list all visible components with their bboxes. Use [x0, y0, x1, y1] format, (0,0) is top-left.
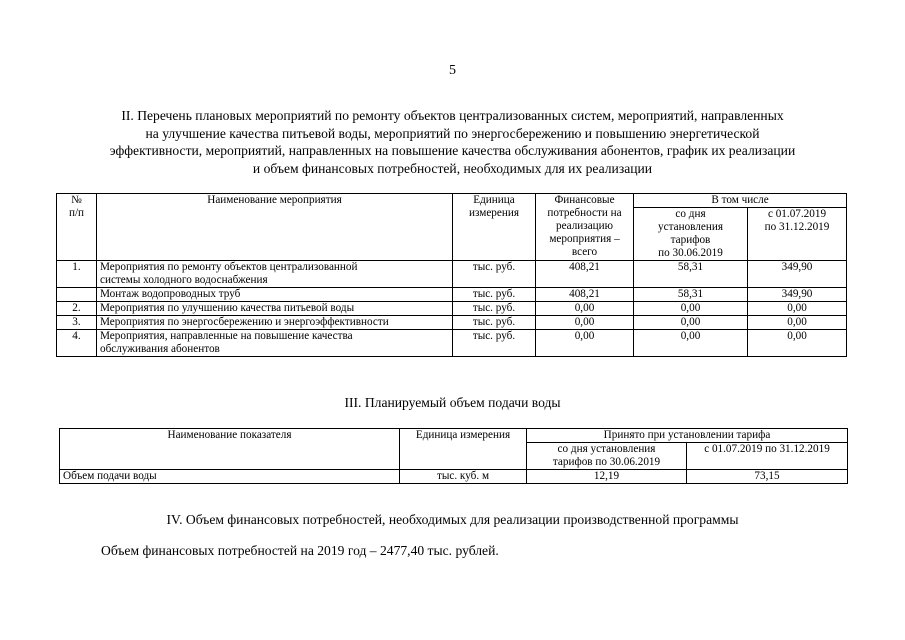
- section-2-title: [40, 107, 865, 177]
- cell-unit: тыс. руб.: [453, 261, 536, 288]
- cell-total: 0,00: [536, 302, 634, 316]
- cell-total: 408,21: [536, 288, 634, 302]
- water-supply-table: [59, 428, 848, 484]
- table-header-row: [60, 429, 848, 443]
- cell-num: 4.: [57, 330, 97, 357]
- page-number: 5: [449, 63, 456, 78]
- cell-num: 1.: [57, 261, 97, 288]
- cell-num: 2.: [57, 302, 97, 316]
- cell-unit: тыс. руб.: [453, 316, 536, 330]
- cell-total: 0,00: [536, 330, 634, 357]
- table-header-row: [57, 194, 847, 208]
- cell-period-2: 0,00: [748, 302, 847, 316]
- header-period-1: со дня установления тарифов по 30.06.2019: [634, 208, 748, 261]
- cell-num: 3.: [57, 316, 97, 330]
- header-period-2: с 01.07.2019 по 31.12.2019: [687, 443, 848, 470]
- cell-period-1: 0,00: [634, 330, 748, 357]
- cell-unit: тыс. руб.: [453, 288, 536, 302]
- header-name: Наименование мероприятия: [97, 194, 453, 261]
- header-num: № п/п: [57, 194, 97, 261]
- cell-period-1: 0,00: [634, 316, 748, 330]
- table-row: [57, 330, 847, 357]
- cell-period-1: 58,31: [634, 288, 748, 302]
- cell-name: Мероприятия по энергосбережению и энергоэффективности: [97, 316, 453, 330]
- header-period-1: со дня установления тарифов по 30.06.2019: [527, 443, 687, 470]
- section-2-title-line: эффективности, мероприятий, направленных на повышение качества обслуживания абонентов, график их реализации: [109, 143, 796, 158]
- cell-period-1: 58,31: [634, 261, 748, 288]
- section-3-title: III. Планируемый объем подачи воды: [344, 395, 561, 410]
- table-row: [57, 316, 847, 330]
- cell-period-2: 349,90: [748, 288, 847, 302]
- header-indicator: Наименование показателя: [60, 429, 400, 470]
- header-period-2: с 01.07.2019 по 31.12.2019: [748, 208, 847, 261]
- cell-period-1: 12,19: [527, 470, 687, 484]
- cell-period-2: 0,00: [748, 330, 847, 357]
- cell-name: Мероприятия по улучшению качества питьевой воды: [97, 302, 453, 316]
- table-row: [60, 470, 848, 484]
- section-2-title-line: на улучшение качества питьевой воды, мероприятий по энергосбережению и повышению энергетической: [145, 125, 760, 141]
- cell-total: 0,00: [536, 316, 634, 330]
- header-unit: Единица измерения: [453, 194, 536, 261]
- cell-period-1: 0,00: [634, 302, 748, 316]
- cell-period-2: 73,15: [687, 470, 848, 484]
- table-row: [57, 288, 847, 302]
- cell-period-2: 349,90: [748, 261, 847, 288]
- measures-table: [56, 193, 847, 357]
- cell-indicator: Объем подачи воды: [60, 470, 400, 484]
- cell-unit: тыс. руб.: [453, 330, 536, 357]
- header-unit: Единица измерения: [400, 429, 527, 470]
- cell-period-2: 0,00: [748, 316, 847, 330]
- header-including: В том числе: [634, 194, 847, 208]
- cell-unit: тыс. куб. м: [400, 470, 527, 484]
- section-2-title-line: и объем финансовых потребностей, необходимых для их реализации: [252, 160, 653, 176]
- header-financial-total: Финансовые потребности на реализацию мероприятия – всего: [536, 194, 634, 261]
- table-row: [57, 302, 847, 316]
- section-2-title-line: II. Перечень плановых мероприятий по ремонту объектов централизованных систем, мероприятий, направленных: [121, 108, 784, 123]
- table-row: [57, 261, 847, 288]
- cell-name: Монтаж водопроводных труб: [97, 288, 453, 302]
- cell-name: Мероприятия, направленные на повышение качества обслуживания абонентов: [97, 330, 453, 357]
- cell-name: Мероприятия по ремонту объектов централизованной системы холодного водоснабжения: [97, 261, 453, 288]
- financial-summary: Объем финансовых потребностей на 2019 год – 2477,40 тыс. рублей.: [101, 543, 499, 558]
- header-accepted: Принято при установлении тарифа: [527, 429, 848, 443]
- cell-num: [57, 288, 97, 302]
- cell-unit: тыс. руб.: [453, 302, 536, 316]
- cell-total: 408,21: [536, 261, 634, 288]
- section-4-title: IV. Объем финансовых потребностей, необходимых для реализации производственной программы: [166, 512, 739, 527]
